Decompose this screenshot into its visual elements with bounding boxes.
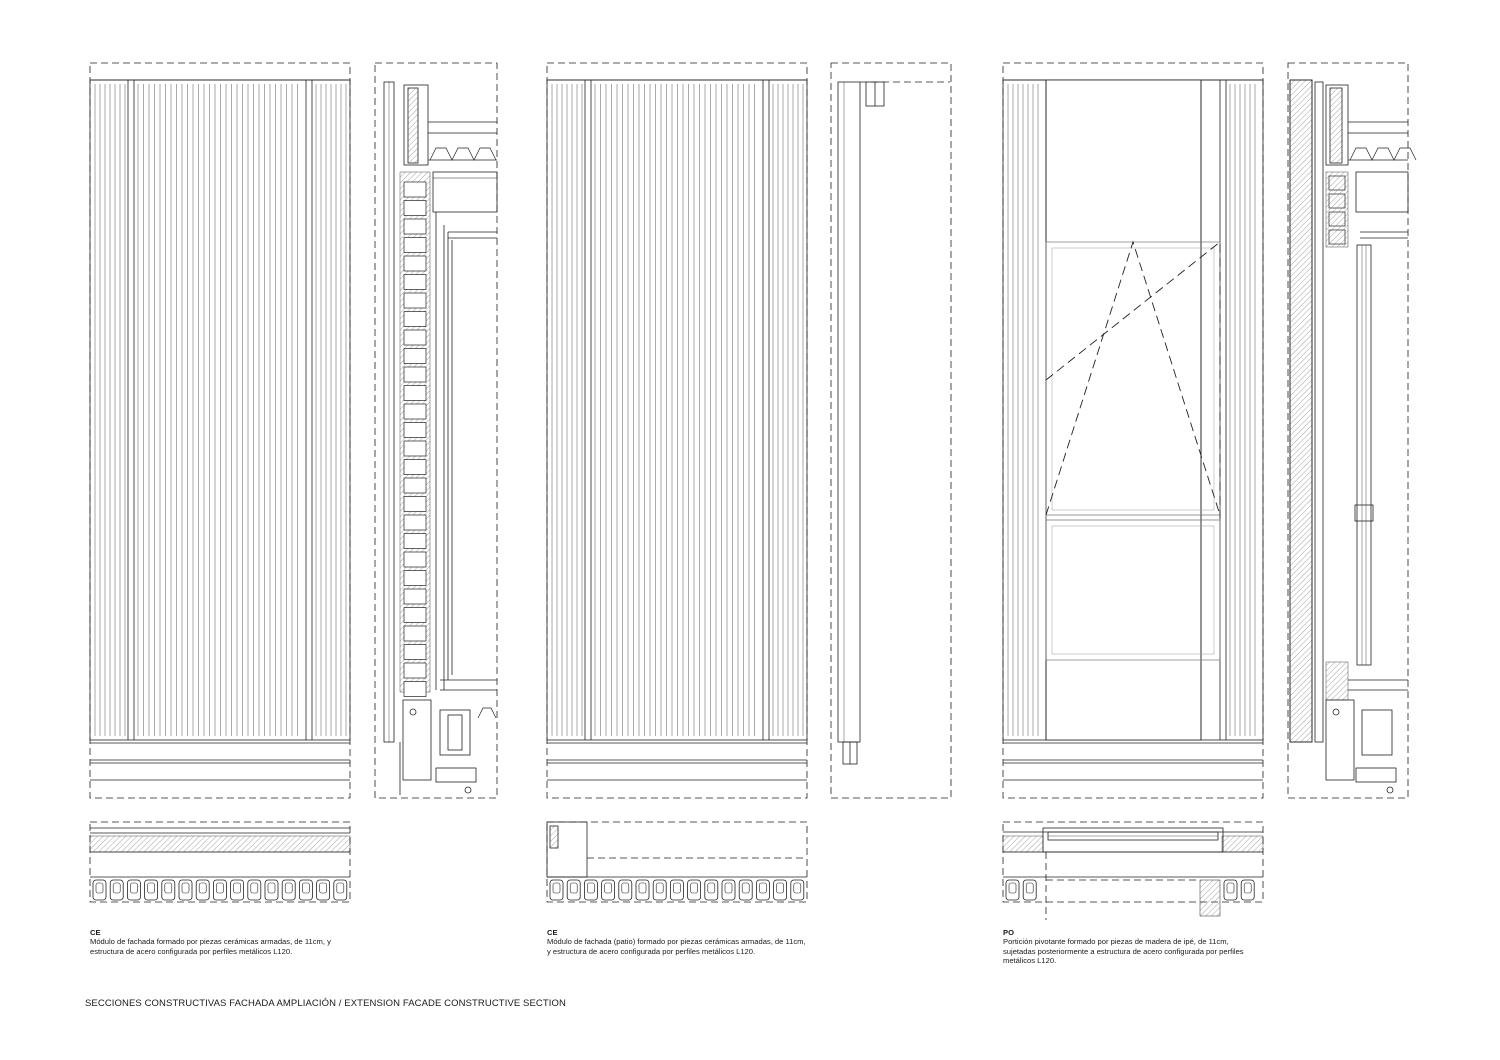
elevation-po xyxy=(1003,63,1263,798)
plan-ce-2 xyxy=(547,822,807,902)
elevation-ce-2 xyxy=(547,63,807,798)
caption-code: PO xyxy=(1003,928,1014,937)
caption-po xyxy=(1003,928,1333,966)
caption-text: Portición pivotante formado por piezas de madera de ipé, de 11cm, sujetadas posteriormente a estructura de acero configurada por perfiles metálicos L120. xyxy=(1003,937,1244,966)
plan-ce-1 xyxy=(90,822,350,902)
elevation-ce-1 xyxy=(90,63,350,798)
section-ce-2 xyxy=(831,63,951,798)
plan-po xyxy=(1003,822,1263,920)
section-ce-1 xyxy=(375,63,497,798)
caption-code: CE xyxy=(547,928,558,937)
sheet-title: SECCIONES CONSTRUCTIVAS FACHADA AMPLIACIÓN / EXTENSION FACADE CONSTRUCTIVE SECTION xyxy=(85,998,566,1009)
caption-text: Módulo de fachada (patio) formado por piezas cerámicas armadas, de 11cm, y estructura de acero configurada por perfiles metálicos L120. xyxy=(547,937,806,956)
section-po xyxy=(1288,63,1416,798)
caption-ce-1 xyxy=(90,928,420,956)
caption-text: Módulo de fachada formado por piezas cerámicas armadas, de 11cm, y estructura de acero configurada por perfiles metálicos L120. xyxy=(90,937,331,956)
caption-ce-2 xyxy=(547,928,877,956)
caption-code: CE xyxy=(90,928,101,937)
